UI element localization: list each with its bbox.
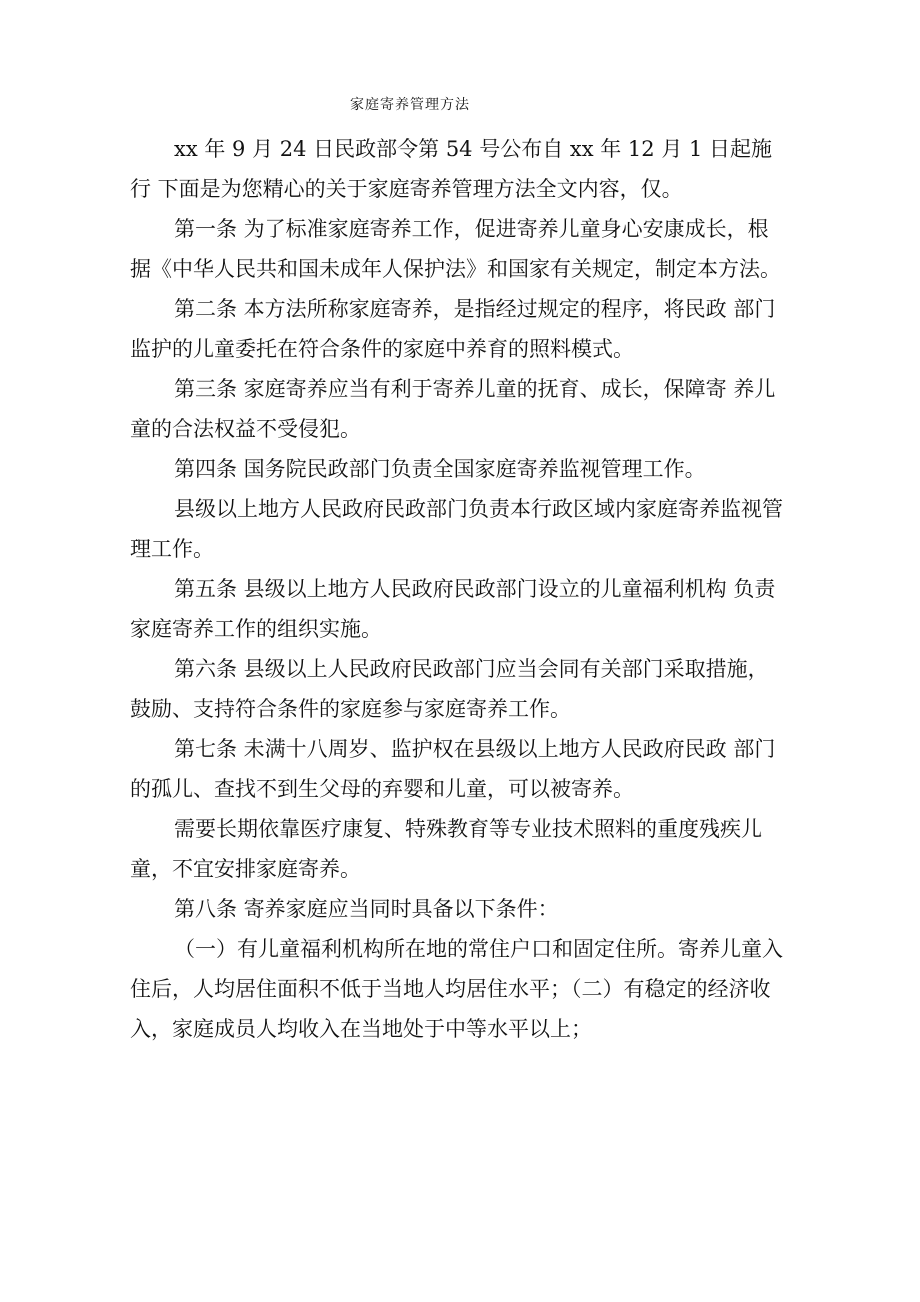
paragraph-intro: xx 年 9 月 24 日民政部令第 54 号公布自 xx 年 12 月 1 日起施行 下面是为您精心的关于家庭寄养管理方法全文内容，仅。 bbox=[130, 137, 773, 201]
paragraph-article-8: 第八条 寄养家庭应当同时具备以下条件： bbox=[174, 897, 559, 921]
paragraph-article-7: 第七条 未满十八周岁、监护权在县级以上地方人民政府民政 部门的孤儿、查找不到生父母的弃婴和儿童，可以被寄养。 bbox=[130, 737, 776, 801]
paragraph-article-4-clause: 县级以上地方人民政府民政部门负责本行政区域内家庭寄养监视管理工作。 bbox=[130, 497, 783, 561]
paragraph-article-8-conditions: （一）有儿童福利机构所在地的常住户口和固定住所。寄养儿童入住后，人均居住面积不低于当地人均居住水平；（二）有稳定的经济收入，家庭成员人均收入在当地处于中等水平以上； bbox=[130, 937, 783, 1041]
paragraph-article-1: 第一条 为了标准家庭寄养工作，促进寄养儿童身心安康成长，根据《中华人民共和国未成年人保护法》和国家有关规定，制定本方法。 bbox=[130, 217, 781, 281]
document-title: 家庭寄养管理方法 bbox=[350, 97, 470, 113]
paragraph-article-6: 第六条 县级以上人民政府民政部门应当会同有关部门采取措施，鼓励、支持符合条件的家庭参与家庭寄养工作。 bbox=[130, 657, 769, 721]
paragraph-article-5: 第五条 县级以上地方人民政府民政部门设立的儿童福利机构 负责家庭寄养工作的组织实施。 bbox=[130, 577, 776, 641]
paragraph-article-7-clause: 需要长期依靠医疗康复、特殊教育等专业技术照料的重度残疾儿童，不宜安排家庭寄养。 bbox=[130, 817, 762, 881]
paragraph-article-3: 第三条 家庭寄养应当有利于寄养儿童的抚育、成长，保障寄 养儿童的合法权益不受侵犯。 bbox=[130, 377, 776, 441]
paragraph-article-2: 第二条 本方法所称家庭寄养，是指经过规定的程序，将民政 部门监护的儿童委托在符合条件的家庭中养育的照料模式。 bbox=[130, 297, 776, 361]
document-body bbox=[130, 129, 785, 1049]
paragraph-article-4: 第四条 国务院民政部门负责全国家庭寄养监视管理工作。 bbox=[174, 457, 706, 481]
